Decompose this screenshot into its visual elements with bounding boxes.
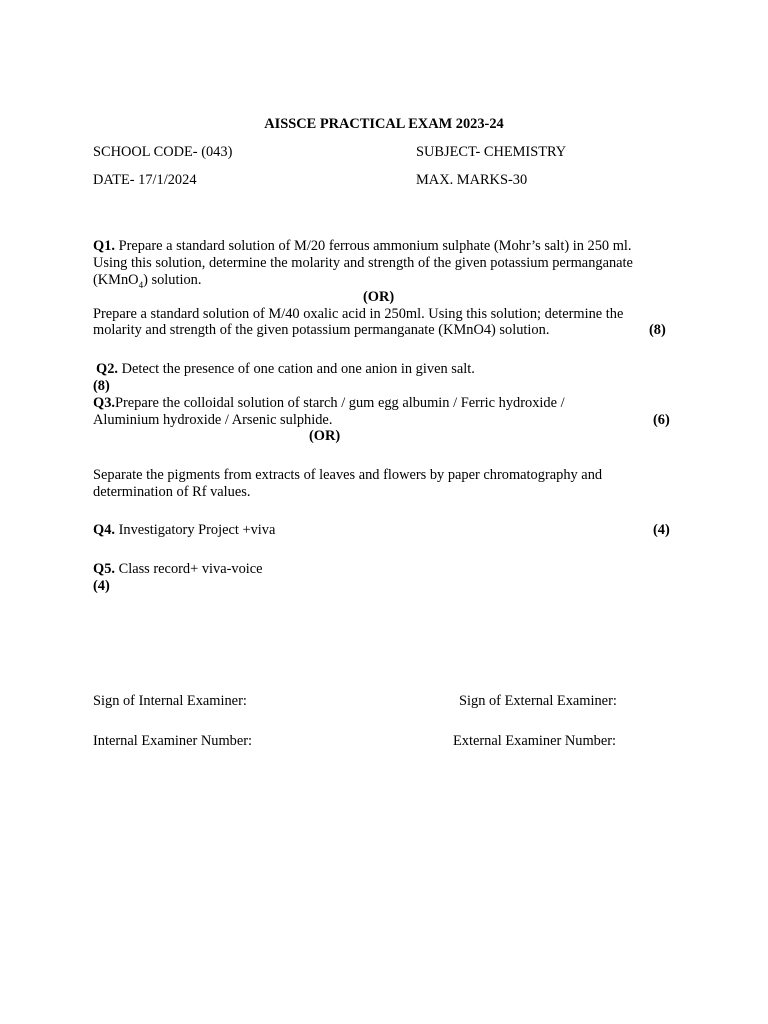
- q4-number: Q4.: [93, 522, 115, 538]
- q1-marks: (8): [649, 322, 666, 338]
- or-separator-1: (OR): [363, 289, 395, 305]
- q1-alt-line-2: molarity and strength of the given potassium permanganate (KMnO4) solution.: [93, 322, 550, 338]
- q4-text: Investigatory Project +viva: [115, 522, 276, 538]
- q2-marks: (8): [93, 378, 110, 394]
- school-code: SCHOOL CODE- (043): [93, 144, 233, 160]
- q5-marks: (4): [93, 578, 110, 594]
- q5-text: Class record+ viva-voice: [115, 561, 263, 577]
- q1-line-1: [93, 238, 632, 255]
- q3-line-2: Aluminium hydroxide / Arsenic sulphide.: [93, 412, 333, 428]
- q1-subscript: 4: [138, 279, 144, 290]
- q3-alt-line-2: determination of Rf values.: [93, 484, 251, 500]
- q5-line: [93, 561, 263, 578]
- q4-line: [93, 522, 275, 539]
- q3-marks: (6): [653, 412, 670, 428]
- q1-text-3b: ) solution.: [143, 272, 202, 288]
- q3-number: Q3.: [93, 395, 115, 411]
- exam-title: AISSCE PRACTICAL EXAM 2023-24: [264, 116, 504, 132]
- or-separator-2: (OR): [309, 428, 341, 444]
- q1-alt-line-1: Prepare a standard solution of M/40 oxalic acid in 250ml. Using this solution; determine the: [93, 306, 624, 322]
- q4-marks: (4): [653, 522, 670, 538]
- max-marks: MAX. MARKS-30: [416, 172, 528, 188]
- q1-line-3: [93, 272, 201, 293]
- q3-line-1: [93, 395, 565, 412]
- subject: SUBJECT- CHEMISTRY: [416, 144, 567, 160]
- internal-examiner-number: Internal Examiner Number:: [93, 733, 253, 749]
- q2-number: Q2.: [96, 361, 118, 377]
- q1-line-2: Using this solution, determine the molarity and strength of the given potassium permanganate: [93, 255, 633, 271]
- q2-line: [96, 361, 475, 378]
- exam-date: DATE- 17/1/2024: [93, 172, 197, 188]
- external-examiner-sign: Sign of External Examiner:: [459, 693, 617, 709]
- internal-examiner-sign: Sign of Internal Examiner:: [93, 693, 247, 709]
- external-examiner-number: External Examiner Number:: [453, 733, 617, 749]
- q1-text-1: Prepare a standard solution of M/20 ferrous ammonium sulphate (Mohr’s salt) in 250 ml.: [115, 238, 632, 254]
- q1-number: Q1.: [93, 238, 115, 254]
- q3-text-1: Prepare the colloidal solution of starch / gum egg albumin / Ferric hydroxide /: [115, 395, 565, 411]
- q1-text-3a: (KMnO: [93, 272, 139, 288]
- q3-alt-line-1: Separate the pigments from extracts of leaves and flowers by paper chromatography and: [93, 467, 603, 483]
- q5-number: Q5.: [93, 561, 115, 577]
- q2-text: Detect the presence of one cation and one anion in given salt.: [118, 361, 475, 377]
